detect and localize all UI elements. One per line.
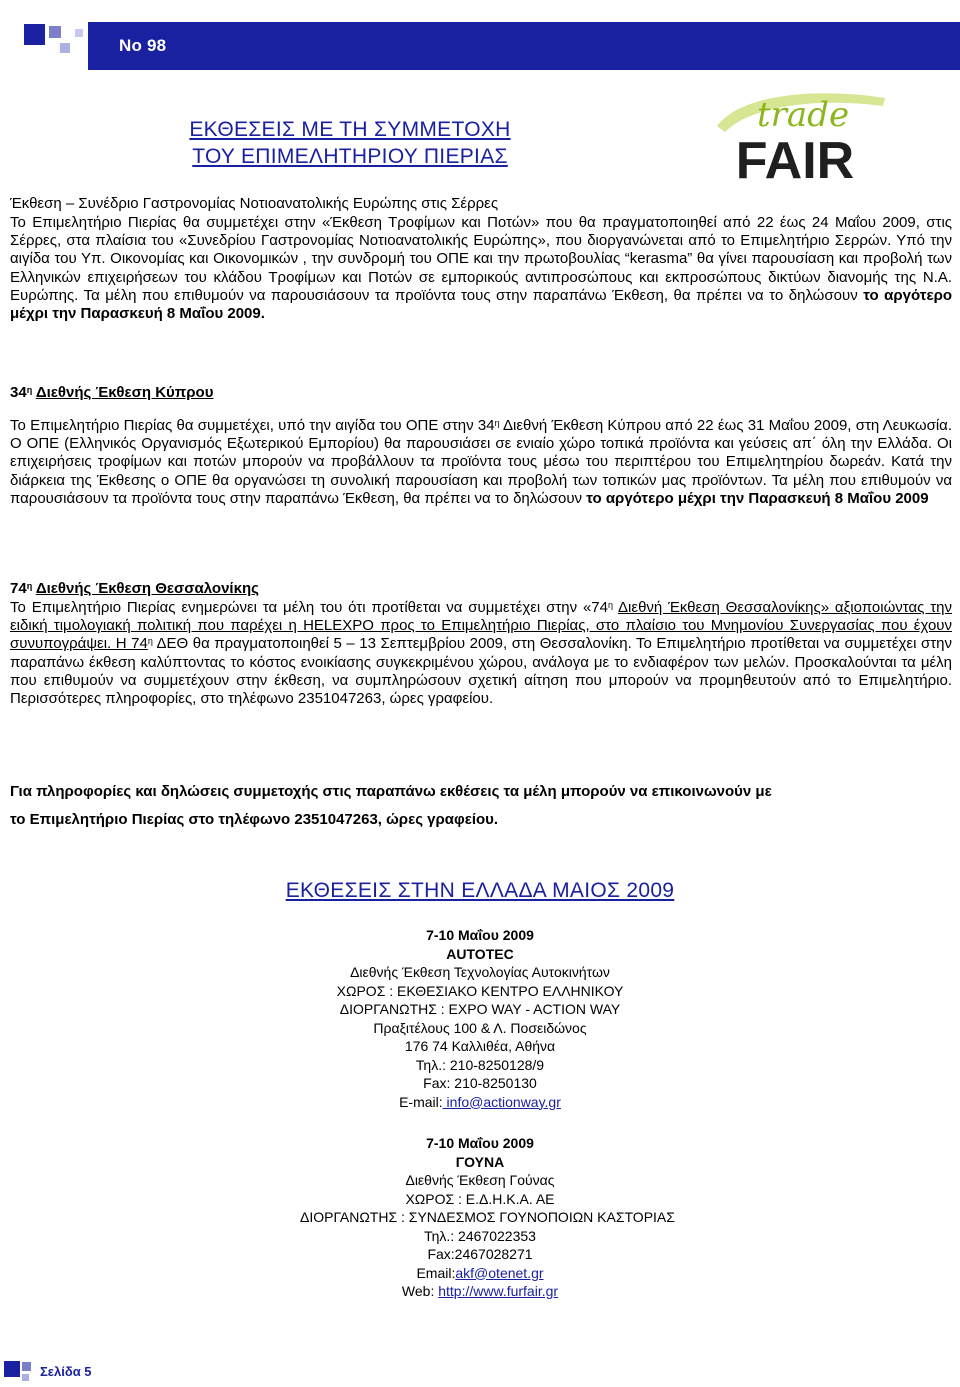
- event-autotec: [300, 926, 660, 1111]
- logo-fair-text: FAIR: [735, 132, 855, 182]
- event-organizer: ΔΙΟΡΓΑΝΩΤΗΣ : EXPO WAY - ACTION WAY: [339, 1001, 621, 1017]
- event-web-row: Web: http://www.furfair.gr: [401, 1283, 559, 1299]
- cyprus-section: [10, 383, 952, 508]
- header-bar: [88, 22, 960, 70]
- cyprus-heading: $34^\eta$ Διεθνής Έκθεση Κύπρου: [10, 384, 214, 401]
- event-email-link[interactable]: info@actionway.gr: [442, 1093, 561, 1110]
- header-square-large: [24, 24, 45, 45]
- issue-number: Νο 98: [119, 36, 167, 55]
- greece-exhibitions-title: ΕΚΘΕΣΕΙΣ ΣΤΗΝ ΕΛΛΑΔΑ ΜΑΙΟΣ 2009: [285, 879, 675, 902]
- event-tel: Τηλ.: 210-8250128/9: [415, 1056, 545, 1073]
- footer-square-small: [22, 1374, 29, 1381]
- event-email-row: Email:akf@otenet.gr: [416, 1264, 544, 1281]
- footer-square-small: [22, 1362, 31, 1371]
- header-square-small: [60, 43, 70, 53]
- header-square-small: [75, 29, 83, 37]
- event-description: Διεθνής Έκθεση Γούνας: [405, 1172, 555, 1188]
- page-title-line2: ΤΟΥ ΕΠΙΜΕΛΗΤΗΡΙΟΥ ΠΙΕΡΙΑΣ: [192, 145, 508, 168]
- thessaloniki-section: [10, 579, 952, 708]
- serres-section: [10, 194, 952, 323]
- event-fur: [300, 1134, 675, 1301]
- contact-note-line2: το Επιμελητήριο Πιερίας στο τηλέφωνο 2351047263, ώρες γραφείου.: [10, 811, 499, 828]
- cyprus-body: Το Επιμελητήριο Πιερίας θα συμμετέχει, υπό την αιγίδα του ΟΠΕ στην $34^\eta$ Διεθνή Έκθεση Κύπρου από 22 έως 31 Μαΐου 2009, στη Λευκωσία. Ο ΟΠΕ (Ελληνικός Οργανισμός Εξωτερικού Εμπορίου) θα παρουσιάσει σε ενιαίο χώρο τοπικά προϊόντα και γεύσεις απ΄ όλη την Ελλάδα. Οι επιχειρήσεις τροφίμων και ποτών μπορούν να προβάλλουν τα προϊόντα τους μέσω του περιπτέρου του Επιμελητηρίου δωρεάν. Κατά την διάρκεια της Έκθεσης ο ΟΠΕ θα οργανώσει τη συνολική παρουσίαση και προβολή των τοπικών μας προϊόντων. Τα μέλη που επιθυμούν να παρουσιάσουν τα προϊόντα τους στην παραπάνω Έκθεση, θα πρέπει να το δηλώσουν το αργότερο μέχρι την Παρασκευή 8 Μαΐου 2009: [10, 417, 953, 507]
- page-title-line1: ΕΚΘΕΣΕΙΣ ΜΕ ΤΗ ΣΥΜΜΕΤΟΧΗ: [189, 118, 511, 141]
- event-name: ΓΟΥΝΑ: [455, 1153, 505, 1170]
- event-fax: Fax: 210-8250130: [423, 1075, 537, 1091]
- cyprus-deadline: το αργότερο μέχρι την Παρασκευή 8 Μαΐου 2009: [586, 489, 929, 507]
- event-email-link[interactable]: akf@otenet.gr: [455, 1264, 544, 1281]
- event-description: Διεθνής Έκθεση Τεχνολογίας Αυτοκινήτων: [350, 964, 610, 980]
- event-date: 7-10 Μαΐου 2009: [426, 1135, 534, 1151]
- serres-body: Το Επιμελητήριο Πιερίας θα συμμετέχει στην «Έκθεση Τροφίμων και Ποτών» που θα πραγματοποιηθεί από 22 έως 24 Μαΐου 2009, στις Σέρρες, στα πλαίσια του «Συνεδρίου Γαστρονομίας Νοτιοανατολικής Ευρώπης», που διοργανώνεται από το Επιμελητήριο Σερρών. Υπό την αιγίδα του Υπ. Οικονομίας και Οικονομικών , την συνδρομή του ΟΠΕ και την πρωτοβουλίας “kerasma” θα γίνει παρουσίαση και προβολή των Ελληνικών επιχειρήσεων του κλάδου Τροφίμων και Ποτών σε εμπορικούς αντιπροσώπους και εκπροσώπους δικτύων διανομής της Ν.Α. Ευρώπης. Τα μέλη που επιθυμούν να παρουσιάσουν τα προϊόντα τους στην παραπάνω Έκθεση, θα πρέπει να το δηλώσουν το αργότερο μέχρι την Παρασκευή 8 Μαΐου 2009.: [10, 214, 953, 323]
- footer-square-large: [4, 1361, 20, 1377]
- serres-deadline: το αργότερο μέχρι την Παρασκευή 8 Μαΐου 2009.: [10, 286, 953, 323]
- event-email-row: E-mail: info@actionway.gr: [399, 1093, 561, 1110]
- contact-note: [10, 778, 952, 834]
- event-venue: ΧΩΡΟΣ : Ε.Δ.Η.Κ.Α. ΑΕ: [405, 1190, 555, 1207]
- page-title: [150, 116, 550, 170]
- event-date: 7-10 Μαΐου 2009: [426, 927, 534, 943]
- trade-fair-logo: [703, 86, 893, 187]
- header-square-small: [49, 26, 61, 38]
- thessaloniki-heading: $74^\eta$ Διεθνής Έκθεση Θεσσαλονίκης: [10, 580, 259, 597]
- logo-trade-text: trade: [757, 95, 850, 135]
- contact-note-line1: Για πληροφορίες και δηλώσεις συμμετοχής στις παραπάνω εκθέσεις τα μέλη μπορούν να επικοινωνούν με: [10, 783, 772, 800]
- event-fax: Fax:2467028271: [427, 1246, 533, 1262]
- page-number: Σελίδα 5: [40, 1364, 92, 1379]
- serres-heading: Έκθεση – Συνέδριο Γαστρονομίας Νοτιοανατολικής Ευρώπης στις Σέρρες: [10, 195, 499, 212]
- event-organizer: ΔΙΟΡΓΑΝΩΤΗΣ : ΣΥΝΔΕΣΜΟΣ ΓΟΥΝΟΠΟΙΩΝ ΚΑΣΤΟΡΙΑΣ: [300, 1209, 675, 1225]
- event-address: Πραξιτέλους 100 & Λ. Ποσειδώνος: [373, 1019, 587, 1036]
- event-tel: Τηλ.: 2467022353: [424, 1227, 536, 1244]
- event-name: AUTOTEC: [446, 945, 514, 962]
- thessaloniki-body: Το Επιμελητήριο Πιερίας ενημερώνει τα μέλη του ότι προτίθεται να συμμετέχει στην «$74^\eta$ Διεθνή Έκθεση Θεσσαλονίκης» αξιοποιώντας την ειδική τιμολογιακή πολιτική που παρέχει η HELEXPO προς το Επιμελητήριο Πιερίας, στο πλαίσιο του Μνημονίου Συνεργασίας που έχουν συνυπογράψει. Η $74^\eta$ ΔΕΘ θα πραγματοποιηθεί 5 – 13 Σεπτεμβρίου 2009, στη Θεσσαλονίκη. Το Επιμελητήριο προτίθεται να συμμετέχει στην παραπάνω έκθεση καλύπτοντας το κόστος ενοικίασης συγκεκριμένου χώρου, ανάλογα με το ενδιαφέρον των μελών. Προσκαλούνται τα μέλη που επιθυμούν να συμμετέχουν στην έκθεση, να συμπληρώσουν σχετική αίτηση που μπορούν να προμηθευτούν από το Επιμελητήριο. Περισσότερες πληροφορίες, στο τηλέφωνο 2351047263, ώρες γραφείου.: [10, 599, 953, 708]
- event-address: 176 74 Καλλιθέα, Αθήνα: [404, 1038, 556, 1054]
- event-venue: ΧΩΡΟΣ : ΕΚΘΕΣΙΑΚΟ ΚΕΝΤΡΟ ΕΛΛΗΝΙΚΟΥ: [336, 982, 624, 999]
- event-web-link[interactable]: http://www.furfair.gr: [438, 1283, 559, 1299]
